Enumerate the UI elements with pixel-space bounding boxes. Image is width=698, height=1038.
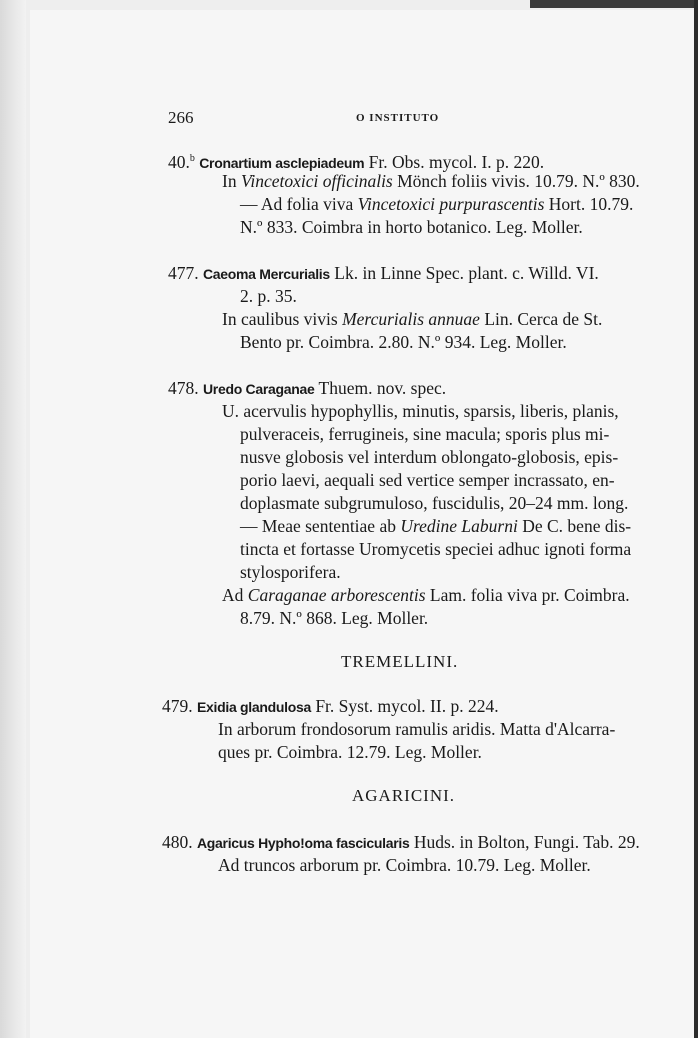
text-run: Lam. folia viva pr. Coimbra. xyxy=(425,585,630,605)
host-name: Caraganae arborescentis xyxy=(247,585,426,605)
description-line: 8.79. N.º 868. Leg. Moller. xyxy=(240,608,429,628)
entry-number: 480. xyxy=(162,832,193,852)
entry-480-line-1 xyxy=(162,831,640,855)
section-heading-tremellini: TREMELLINI. xyxy=(341,652,459,671)
entry-superscript: b xyxy=(189,153,195,164)
text-run: — Meae sententiae ab xyxy=(240,516,401,536)
taxon-name: Exidia glandulosa xyxy=(197,699,311,715)
text-run: Hort. 10.79. xyxy=(544,194,634,214)
taxon-name: Cronartium asclepiadeum xyxy=(199,154,365,171)
taxon-name: Agaricus Hypho!oma fascicularis xyxy=(197,835,410,851)
entry-477-line-1 xyxy=(168,262,599,286)
entry-40b-line-4: N.º 833. Coimbra in horto botanico. Leg. Moller. xyxy=(240,217,583,237)
book-gutter-shadow xyxy=(0,0,26,1038)
entry-480-line-2: Ad truncos arborum pr. Coimbra. 10.79. Leg. Moller. xyxy=(218,855,591,875)
text-run: In xyxy=(222,171,241,191)
taxon-name: Uredo Caraganae xyxy=(203,381,315,397)
taxon-authority: Lk. in Linne Spec. plant. c. Willd. VI. xyxy=(334,263,599,283)
taxon-authority: Huds. in Bolton, Fungi. Tab. 29. xyxy=(413,832,640,852)
entry-479-line-1 xyxy=(162,695,499,719)
entry-40b-line-2 xyxy=(222,170,640,193)
taxon-authority: Fr. Obs. mycol. I. p. 220. xyxy=(368,151,545,172)
host-name: Vincetoxici purpurascentis xyxy=(357,194,545,214)
description-line: porio laevi, aequali sed vertice semper incrassato, en- xyxy=(240,470,615,490)
section-heading-agaricini: AGARICINI. xyxy=(352,786,456,805)
host-name: Vincetoxici officinalis xyxy=(240,171,393,191)
taxon-reference: Uredine Laburni xyxy=(400,516,518,536)
entry-number: 477. xyxy=(168,263,199,283)
running-head: O INSTITUTO xyxy=(356,112,440,124)
text-run: Mönch foliis vivis. 10.79. N.º 830. xyxy=(392,171,640,191)
entry-number: 479. xyxy=(162,696,193,716)
entry-number: 478. xyxy=(168,378,199,398)
taxon-name: Caeoma Mercurialis xyxy=(203,266,330,282)
scan-edge-top xyxy=(530,0,698,8)
entry-478-line-1 xyxy=(168,377,446,401)
entry-number: 40. xyxy=(168,151,190,172)
description-line: doplasmate subgrumuloso, fuscidulis, 20–24 mm. long. xyxy=(240,493,629,513)
taxon-authority: Thuem. nov. spec. xyxy=(318,378,447,398)
entry-40b-line-3 xyxy=(240,193,633,216)
scan-edge-right xyxy=(694,0,698,1038)
description-line: nusve globosis vel interdum oblongato-globosis, epis- xyxy=(240,447,619,467)
entry-479-line-2: In arborum frondosorum ramulis aridis. Matta d'Alcarra- xyxy=(218,719,616,739)
text-run: — Ad folia viva xyxy=(240,194,358,214)
description-line: stylosporifera. xyxy=(240,562,341,582)
text-run: In caulibus vivis xyxy=(222,309,343,329)
text-run: Lin. Cerca de St. xyxy=(479,309,603,329)
entry-478-remark xyxy=(240,515,631,538)
entry-479-line-3: ques pr. Coimbra. 12.79. Leg. Moller. xyxy=(218,742,482,762)
entry-478-host xyxy=(222,584,630,607)
text-run: Ad xyxy=(222,585,248,605)
page-header xyxy=(0,108,698,132)
description-line: U. acervulis hypophyllis, minutis, sparsis, liberis, planis, xyxy=(222,401,619,421)
text-run: De C. bene dis- xyxy=(517,516,632,536)
taxon-authority: Fr. Syst. mycol. II. p. 224. xyxy=(315,696,499,716)
entry-477-line-2: 2. p. 35. xyxy=(240,286,297,306)
description-line: tincta et fortasse Uromycetis speciei adhuc ignoti forma xyxy=(240,539,632,559)
entry-477-line-4: Bento pr. Coimbra. 2.80. N.º 934. Leg. Moller. xyxy=(240,332,567,352)
page-number: 266 xyxy=(168,108,194,127)
description-line: pulveraceis, ferrugineis, sine macula; sporis plus mi- xyxy=(240,424,610,444)
host-name: Mercurialis annuae xyxy=(342,309,480,329)
entry-477-line-3 xyxy=(222,308,602,331)
